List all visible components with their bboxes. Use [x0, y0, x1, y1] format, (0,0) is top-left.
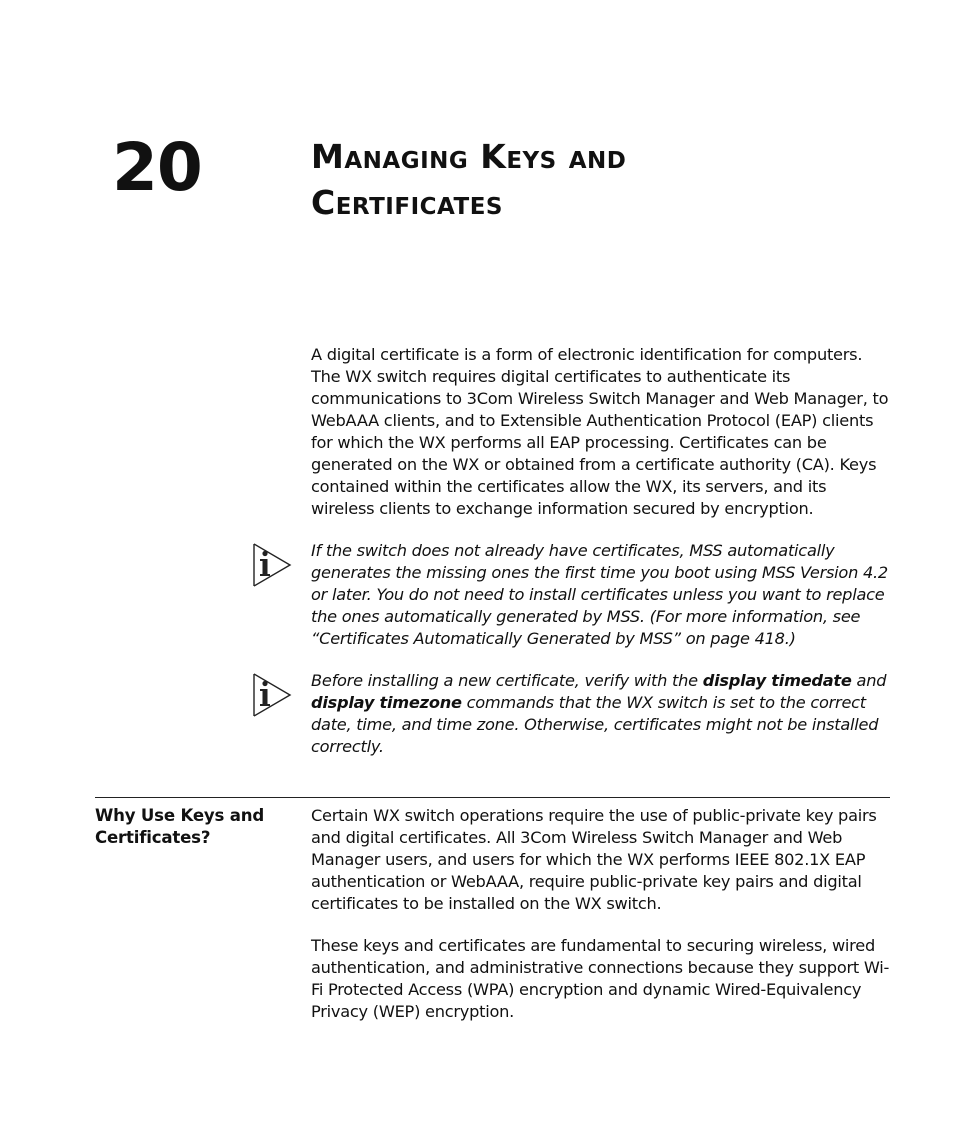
note-text-after: commands that the WX switch is set to the correct date, time, and time zone. Otherwise, certificates might not be installed correctly. [311, 693, 879, 756]
chapter-title-line-2: Certificates [311, 183, 503, 222]
note-text-before: Before installing a new certificate, verify with the [311, 671, 703, 690]
note-text-mid: and [851, 671, 887, 690]
info-icon [253, 673, 293, 717]
chapter-number: 20 [112, 129, 202, 206]
note-verify-time [311, 670, 893, 758]
command-display-timedate: display timedate [702, 671, 852, 690]
section-paragraph-2: These keys and certificates are fundamental to securing wireless, wired authentication, and administrative connections because they support Wi-Fi Protected Access (WPA) encryption and dynamic Wired-Equivalency Privacy (WEP) encryption. [311, 936, 890, 1021]
section-heading [95, 805, 295, 849]
chapter-title-line-1: Managing Keys and [311, 137, 627, 176]
section-heading-line-1: Why Use Keys and [95, 806, 265, 825]
intro-paragraph: A digital certificate is a form of electronic identification for computers. The WX switch requires digital certificates to authenticate its communications to 3Com Wireless Switch Manager and Web Manager, to WebAAA clients, and to Extensible Authentication Protocol (EAP) clients for which the WX performs all EAP processing. Certificates can be generated on the WX or obtained from a certificate authority (CA). Keys contained within the certificates allow the WX, its servers, and its wireless clients to exchange information secured by encryption. [311, 345, 889, 518]
command-display-timezone: display timezone [311, 693, 462, 712]
section-paragraph-1: Certain WX switch operations require the use of public-private key pairs and digital certificates. All 3Com Wireless Switch Manager and Web Manager users, and users for which the WX performs IEEE 802.1X EAP authentication or WebAAA, require public-private key pairs and digital certificates to be installed on the WX switch. [311, 806, 877, 913]
note-auto-certificates: If the switch does not already have certificates, MSS automatically generates the missing ones the first time you boot using MSS Version 4.2 or later. You do not need to install certificates unless you want to replace the ones automatically generated by MSS. (For more information, see “Certificates Automatically Generated by MSS” on page 418.) [311, 541, 888, 648]
section-divider [95, 797, 890, 798]
info-icon [253, 543, 293, 587]
section-heading-line-2: Certificates? [95, 828, 211, 847]
chapter-title [311, 134, 871, 226]
